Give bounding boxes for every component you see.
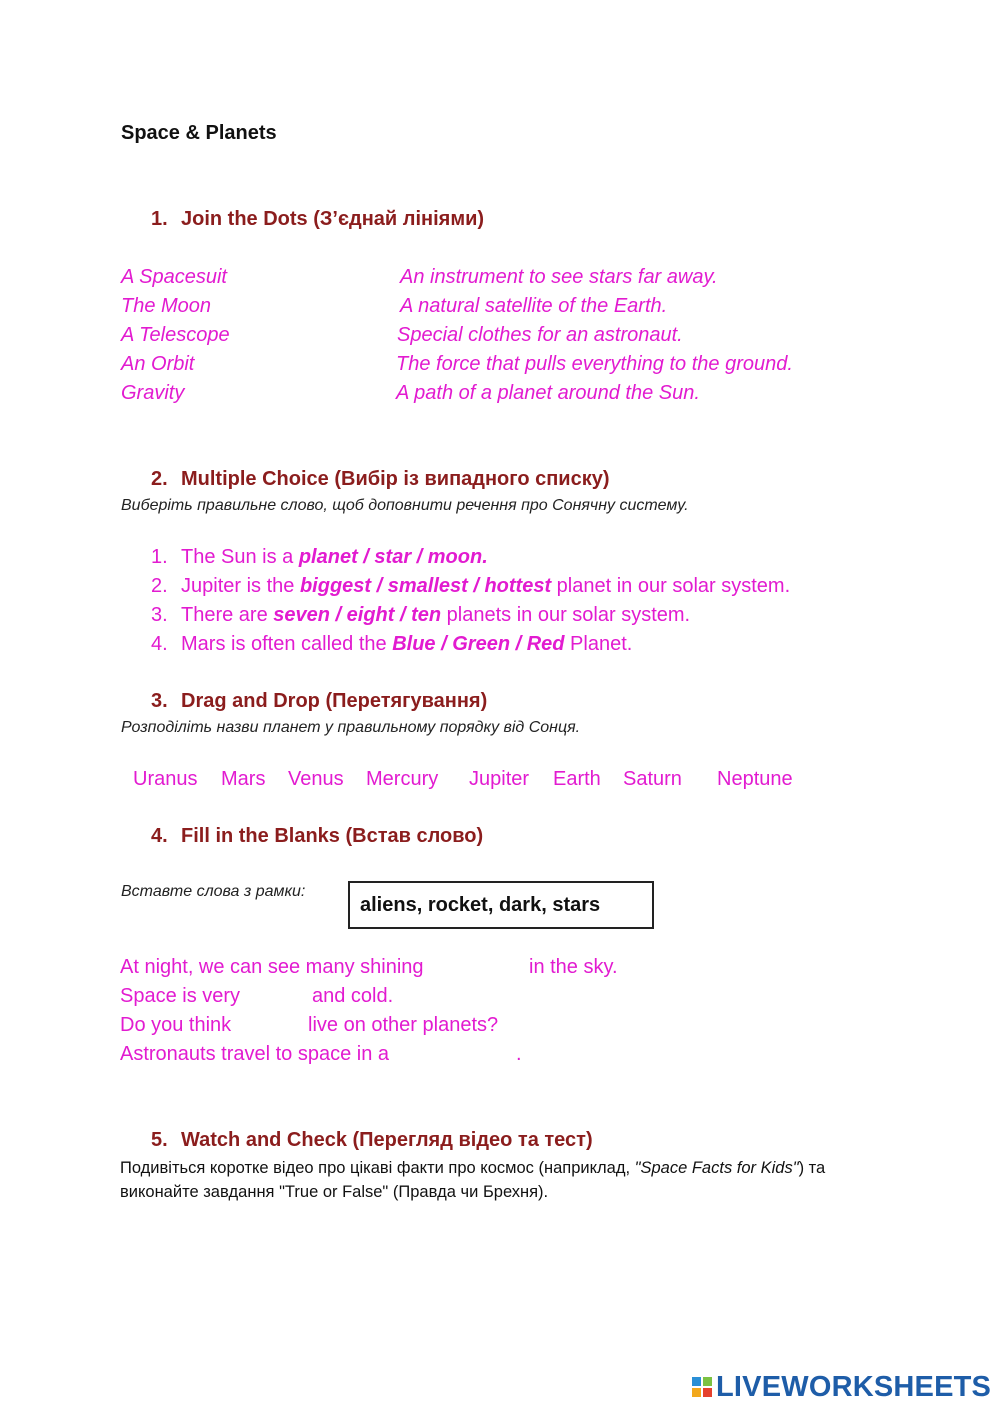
- section-number: 5.: [151, 1129, 168, 1151]
- mc-item: 4. Mars is often called the Blue / Green / Red Planet.: [151, 633, 633, 655]
- section-2-heading: [151, 468, 610, 491]
- section-4-instruction: Вставте слова з рамки:: [121, 883, 306, 900]
- section-title: Watch and Check (Перегляд відео та тест): [181, 1129, 593, 1151]
- blank-input[interactable]: [243, 1014, 305, 1038]
- draggable-planet[interactable]: Mars: [221, 768, 266, 790]
- match-right-item[interactable]: A natural satellite of the Earth.: [400, 295, 668, 317]
- section-2-instruction: Виберіть правильне слово, щоб доповнити речення про Сонячну систему.: [121, 497, 689, 514]
- mc-dropdown[interactable]: seven / eight / ten: [273, 604, 442, 626]
- draggable-planet[interactable]: Neptune: [717, 768, 793, 790]
- section-number: 2.: [151, 468, 168, 490]
- mc-item: 3. There are seven / eight / ten planets in our solar system.: [151, 604, 691, 626]
- draggable-planet[interactable]: Saturn: [623, 768, 682, 790]
- match-right-item[interactable]: An instrument to see stars far away.: [400, 266, 718, 288]
- match-right-item[interactable]: Special clothes for an astronaut.: [397, 324, 683, 346]
- liveworksheets-logo: [692, 1372, 991, 1402]
- section-number: 1.: [151, 208, 168, 230]
- mc-dropdown[interactable]: planet / star / moon.: [298, 546, 488, 568]
- draggable-planet[interactable]: Uranus: [133, 768, 198, 790]
- fill-sentence-before: Astronauts travel to space in a: [120, 1043, 390, 1065]
- section-3-heading: [151, 690, 487, 713]
- fill-sentence-before: At night, we can see many shining: [120, 956, 424, 978]
- section-number: 3.: [151, 690, 168, 712]
- draggable-planet[interactable]: Mercury: [366, 768, 439, 790]
- draggable-planet[interactable]: Earth: [553, 768, 601, 790]
- fill-sentence-after: in the sky.: [529, 956, 618, 978]
- draggable-planet[interactable]: Jupiter: [469, 768, 530, 790]
- fill-sentence-after: live on other planets?: [308, 1014, 499, 1036]
- section-title: Drag and Drop (Перетягування): [181, 690, 488, 712]
- mc-item: 1. The Sun is a planet / star / moon.: [151, 546, 488, 568]
- fill-sentence-after: and cold.: [312, 985, 394, 1007]
- logo-text: LIVEWORKSHEETS: [716, 1370, 992, 1403]
- page-title: Space & Planets: [121, 122, 277, 144]
- blank-input[interactable]: [416, 1043, 514, 1067]
- match-right-item[interactable]: A path of a planet around the Sun.: [396, 382, 700, 404]
- section-5-text: Подивіться коротке відео про цікаві факти про космос (наприклад, "Space Facts for Kids") та виконайте завдання "True or False" (Правда чи Брехня).: [120, 1159, 826, 1201]
- mc-item: 2. Jupiter is the biggest / smallest / hottest planet in our solar system.: [151, 575, 791, 597]
- section-1-heading: [151, 208, 484, 231]
- section-3-instruction: Розподіліть назви планет у правильному порядку від Сонця.: [121, 719, 581, 736]
- section-title: Fill in the Blanks (Встав слово): [181, 825, 484, 847]
- blank-input[interactable]: [253, 985, 309, 1009]
- match-left-item[interactable]: The Moon: [121, 295, 212, 317]
- section-5-heading: [151, 1129, 593, 1152]
- word-bank-box: [348, 881, 654, 929]
- fill-sentence-before: Space is very: [120, 985, 241, 1007]
- match-left-item[interactable]: A Telescope: [121, 324, 230, 346]
- mc-dropdown[interactable]: biggest / smallest / hottest: [299, 575, 552, 597]
- section-title: Join the Dots (З’єднай лініями): [181, 208, 485, 230]
- section-number: 4.: [151, 825, 168, 847]
- match-left-item[interactable]: An Orbit: [121, 353, 195, 375]
- match-left-item[interactable]: A Spacesuit: [121, 266, 227, 288]
- match-right-item[interactable]: The force that pulls everything to the ground.: [396, 353, 793, 375]
- match-left-item[interactable]: Gravity: [121, 382, 185, 404]
- draggable-planet[interactable]: Venus: [288, 768, 344, 790]
- word-bank-text: aliens, rocket, dark, stars: [360, 894, 601, 916]
- logo-blocks-icon: [692, 1377, 712, 1397]
- blank-input[interactable]: [452, 956, 526, 980]
- mc-dropdown[interactable]: Blue / Green / Red: [392, 633, 565, 655]
- section-4-heading: [151, 825, 483, 848]
- fill-sentence-after: .: [516, 1043, 522, 1065]
- fill-sentence-before: Do you think: [120, 1014, 232, 1036]
- section-title: Multiple Choice (Вибір із випадного списку): [181, 468, 610, 490]
